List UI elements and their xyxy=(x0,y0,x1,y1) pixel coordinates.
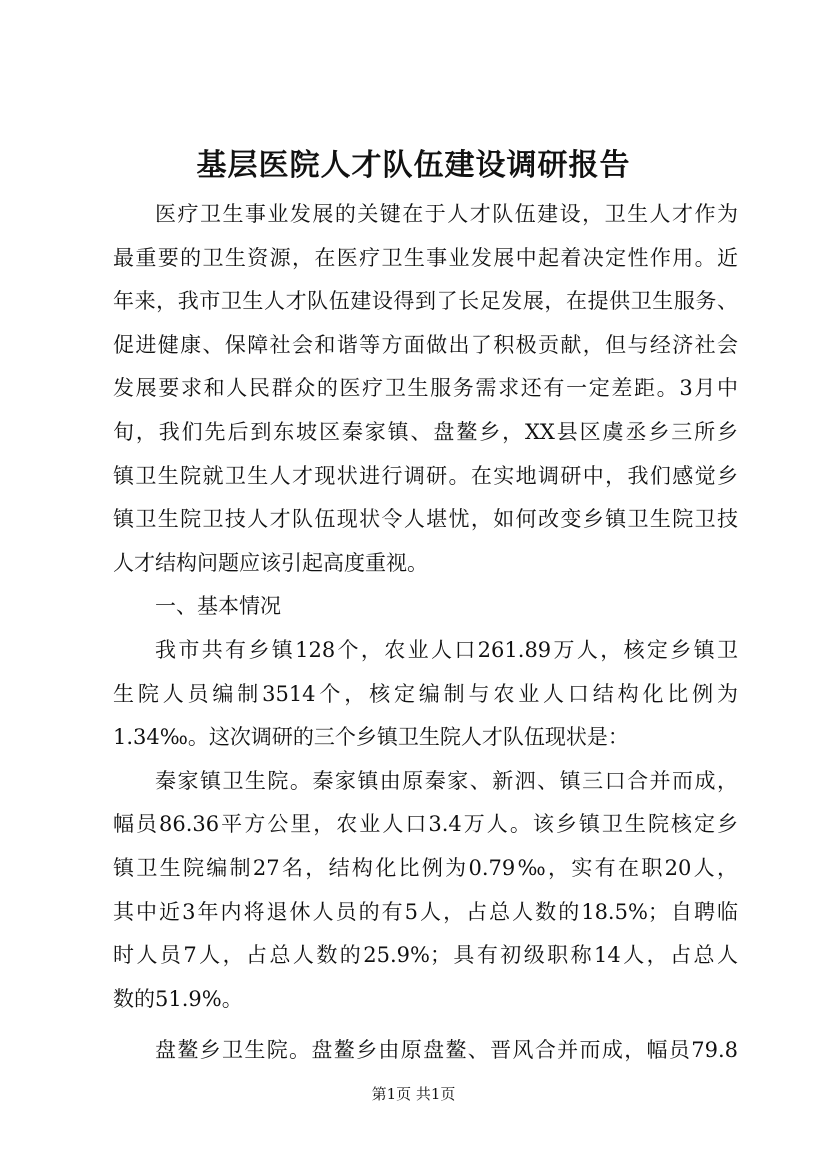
paragraph-line: 我市共有乡镇128个，农业人口261.89万人，核定乡镇卫 xyxy=(155,637,738,662)
paragraph-line: 医疗卫生事业发展的关键在于人才队伍建设，卫生人才作为 xyxy=(155,202,738,226)
paragraph-line: 数的51.9%。 xyxy=(113,986,243,1011)
paragraph-line: 秦家镇卫生院。秦家镇由原秦家、新泗、镇三口合并而成， xyxy=(155,768,738,793)
paragraph-line: 镇卫生院编制27名，结构化比例为0.79‰，实有在职20人， xyxy=(113,855,738,880)
paragraph-line: 1.34‰。这次调研的三个乡镇卫生院人才队伍现状是： xyxy=(113,725,629,750)
document-title: 基层医院人才队伍建设调研报告 xyxy=(196,148,631,183)
paragraph-line: 最重要的卫生资源，在医疗卫生事业发展中起着决定性作用。近 xyxy=(113,245,738,270)
paragraph-line: 人才结构问题应该引起高度重视。 xyxy=(113,550,428,575)
section-heading: 一、基本情况 xyxy=(155,594,281,619)
paragraph-line: 年来，我市卫生人才队伍建设得到了长足发展，在提供卫生服务、 xyxy=(113,289,738,314)
paragraph-line: 盘鳌乡卫生院。盘鳌乡由原盘鳌、晋风合并而成，幅员79.8 xyxy=(155,1038,738,1063)
page-footer: 第1页 共1页 xyxy=(371,1085,456,1103)
paragraph-line: 其中近3年内将退休人员的有5人，占总人数的18.5%；自聘临 xyxy=(113,899,738,924)
paragraph-line: 生院人员编制3514个，核定编制与农业人口结构化比例为 xyxy=(113,681,738,706)
paragraph-line: 镇卫生院就卫生人才现状进行调研。在实地调研中，我们感觉乡 xyxy=(113,463,738,488)
paragraph-line: 幅员86.36平方公里，农业人口3.4万人。该乡镇卫生院核定乡 xyxy=(113,812,738,837)
paragraph-line: 发展要求和人民群众的医疗卫生服务需求还有一定差距。3月中 xyxy=(113,376,738,401)
paragraph-line: 旬，我们先后到东坡区秦家镇、盘鳌乡，XX县区虞丞乡三所乡 xyxy=(113,419,738,444)
paragraph-line: 时人员7人，占总人数的25.9%；具有初级职称14人，占总人 xyxy=(113,943,738,968)
paragraph-line: 镇卫生院卫技人才队伍现状令人堪忧，如何改变乡镇卫生院卫技 xyxy=(113,507,738,532)
paragraph-line: 促进健康、保障社会和谐等方面做出了积极贡献，但与经济社会 xyxy=(113,332,738,357)
document-body xyxy=(113,193,738,1073)
